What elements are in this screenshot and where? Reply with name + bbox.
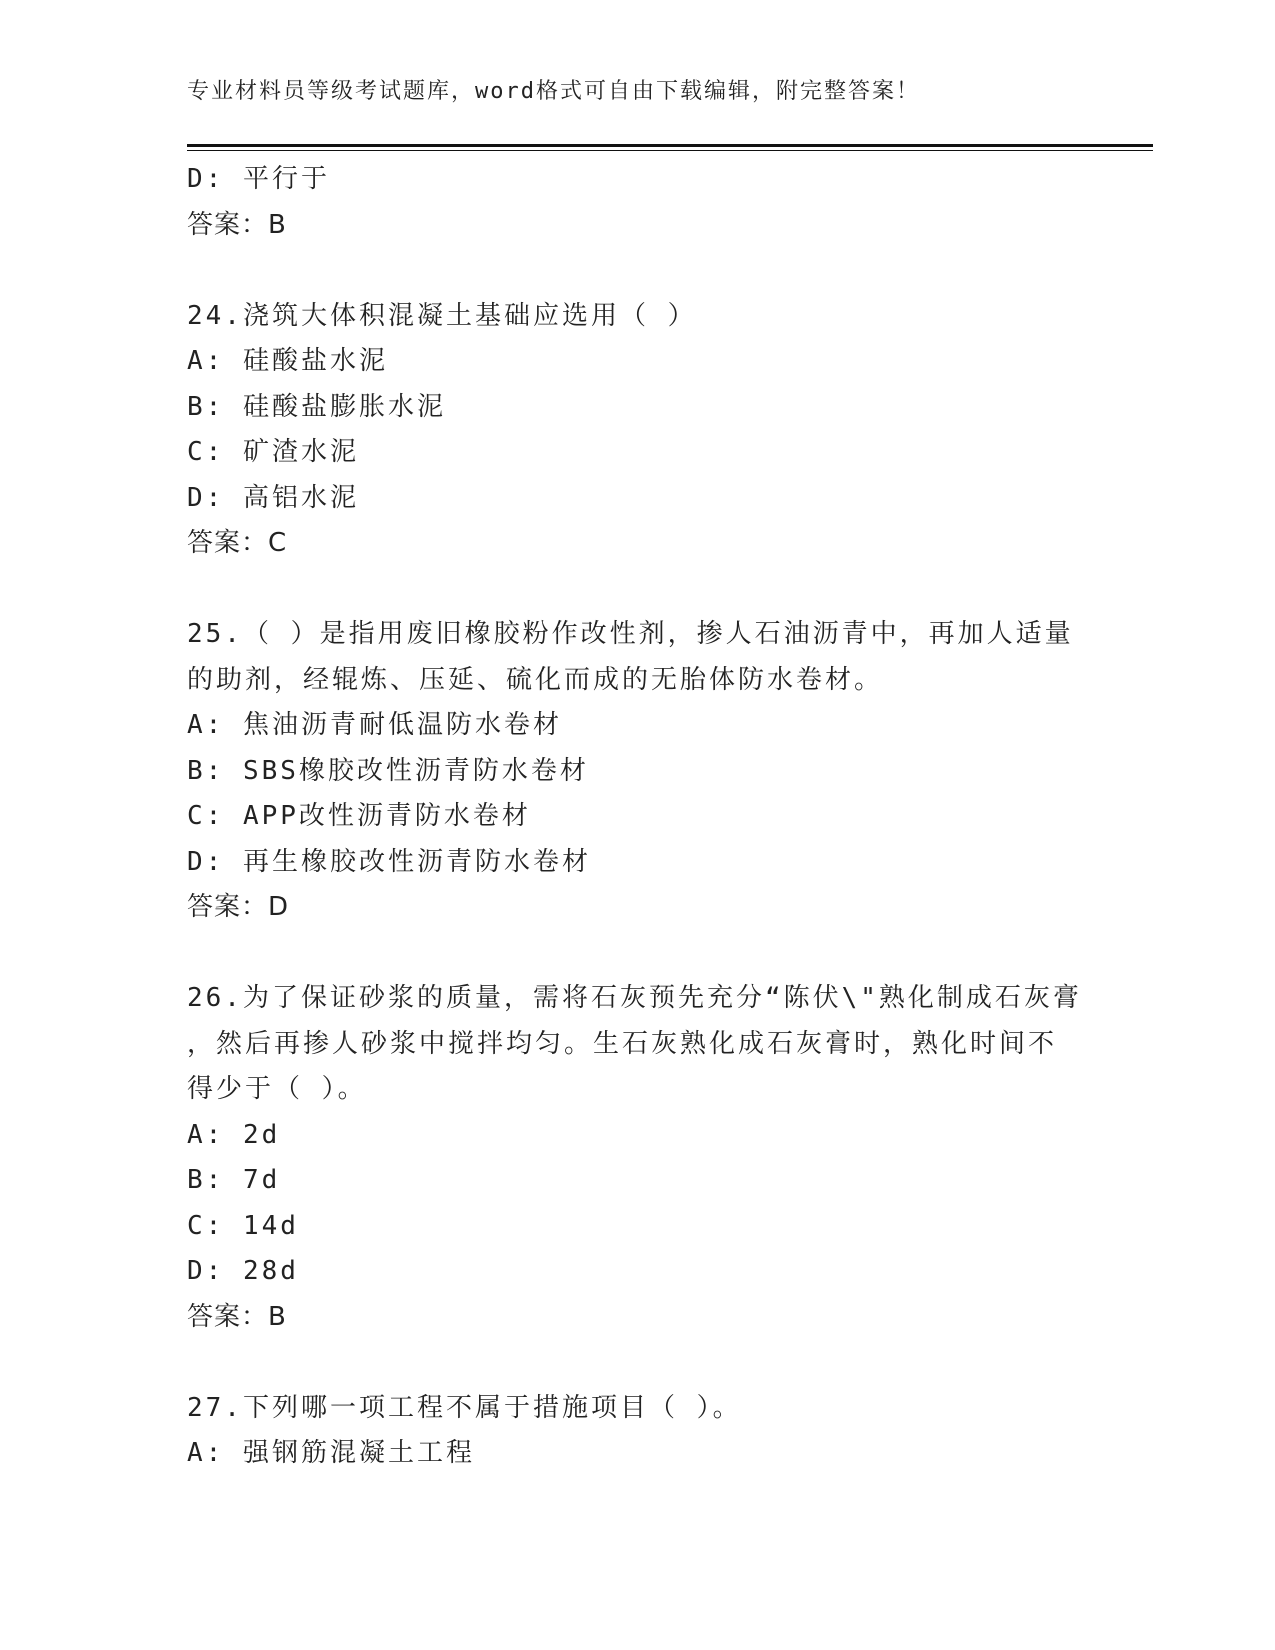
page-header: 专业材料员等级考试题库，word格式可自由下载编辑，附完整答案！ (187, 79, 920, 104)
q24-stem: 24.浇筑大体积混凝土基础应选用（ ） (187, 300, 697, 331)
q24-option-a: A: 硅酸盐水泥 (187, 346, 388, 376)
q24-answer: 答案：C (187, 528, 288, 558)
q26-option-c: C: 14d (187, 1210, 299, 1241)
q23-answer: 答案：B (187, 209, 287, 240)
q24-option-c: C: 矿渣水泥 (187, 437, 359, 467)
q25-answer: 答案：D (187, 892, 290, 922)
q26-stem-line-1: 26.为了保证砂浆的质量，需将石灰预先充分“陈伏\"熟化制成石灰膏 (187, 983, 1082, 1013)
q26-option-d: D: 28d (187, 1256, 299, 1286)
q24-option-b: B: 硅酸盐膨胀水泥 (187, 391, 446, 422)
header-rule-thick (187, 144, 1153, 147)
q25-option-d: D: 再生橡胶改性沥青防水卷材 (187, 846, 591, 877)
q26-option-b: B: 7d (187, 1165, 281, 1195)
question-content (187, 157, 1087, 1477)
spacer (187, 931, 1087, 977)
header-rule-thin (187, 150, 1153, 151)
q27-option-a: A: 强钢筋混凝土工程 (187, 1438, 475, 1468)
spacer (187, 567, 1087, 613)
q25-stem-line-2: 的助剂，经辊炼、压延、硫化而成的无胎体防水卷材。 (187, 664, 884, 695)
q26-stem-line-3: 得少于（ ）。 (187, 1074, 367, 1104)
q25-option-c: C: APP改性沥青防水卷材 (187, 801, 531, 831)
spacer (187, 248, 1087, 294)
q25-option-b: B: SBS橡胶改性沥青防水卷材 (187, 755, 589, 786)
q23-option-d: D: 平行于 (187, 164, 330, 194)
q26-answer: 答案：B (187, 1301, 287, 1332)
q25-option-a: A: 焦油沥青耐低温防水卷材 (187, 710, 562, 740)
q25-stem-line-1: 25.（ ）是指用废旧橡胶粉作改性剂，掺人石油沥青中，再加人适量 (187, 619, 1074, 649)
q24-option-d: D: 高铝水泥 (187, 482, 359, 513)
q26-stem-line-2: ，然后再掺人砂浆中搅拌均匀。生石灰熟化成石灰膏时，熟化时间不 (187, 1028, 1058, 1059)
q26-option-a: A: 2d (187, 1119, 281, 1150)
spacer (187, 1340, 1087, 1386)
q27-stem: 27.下列哪一项工程不属于措施项目（ ）。 (187, 1392, 742, 1423)
